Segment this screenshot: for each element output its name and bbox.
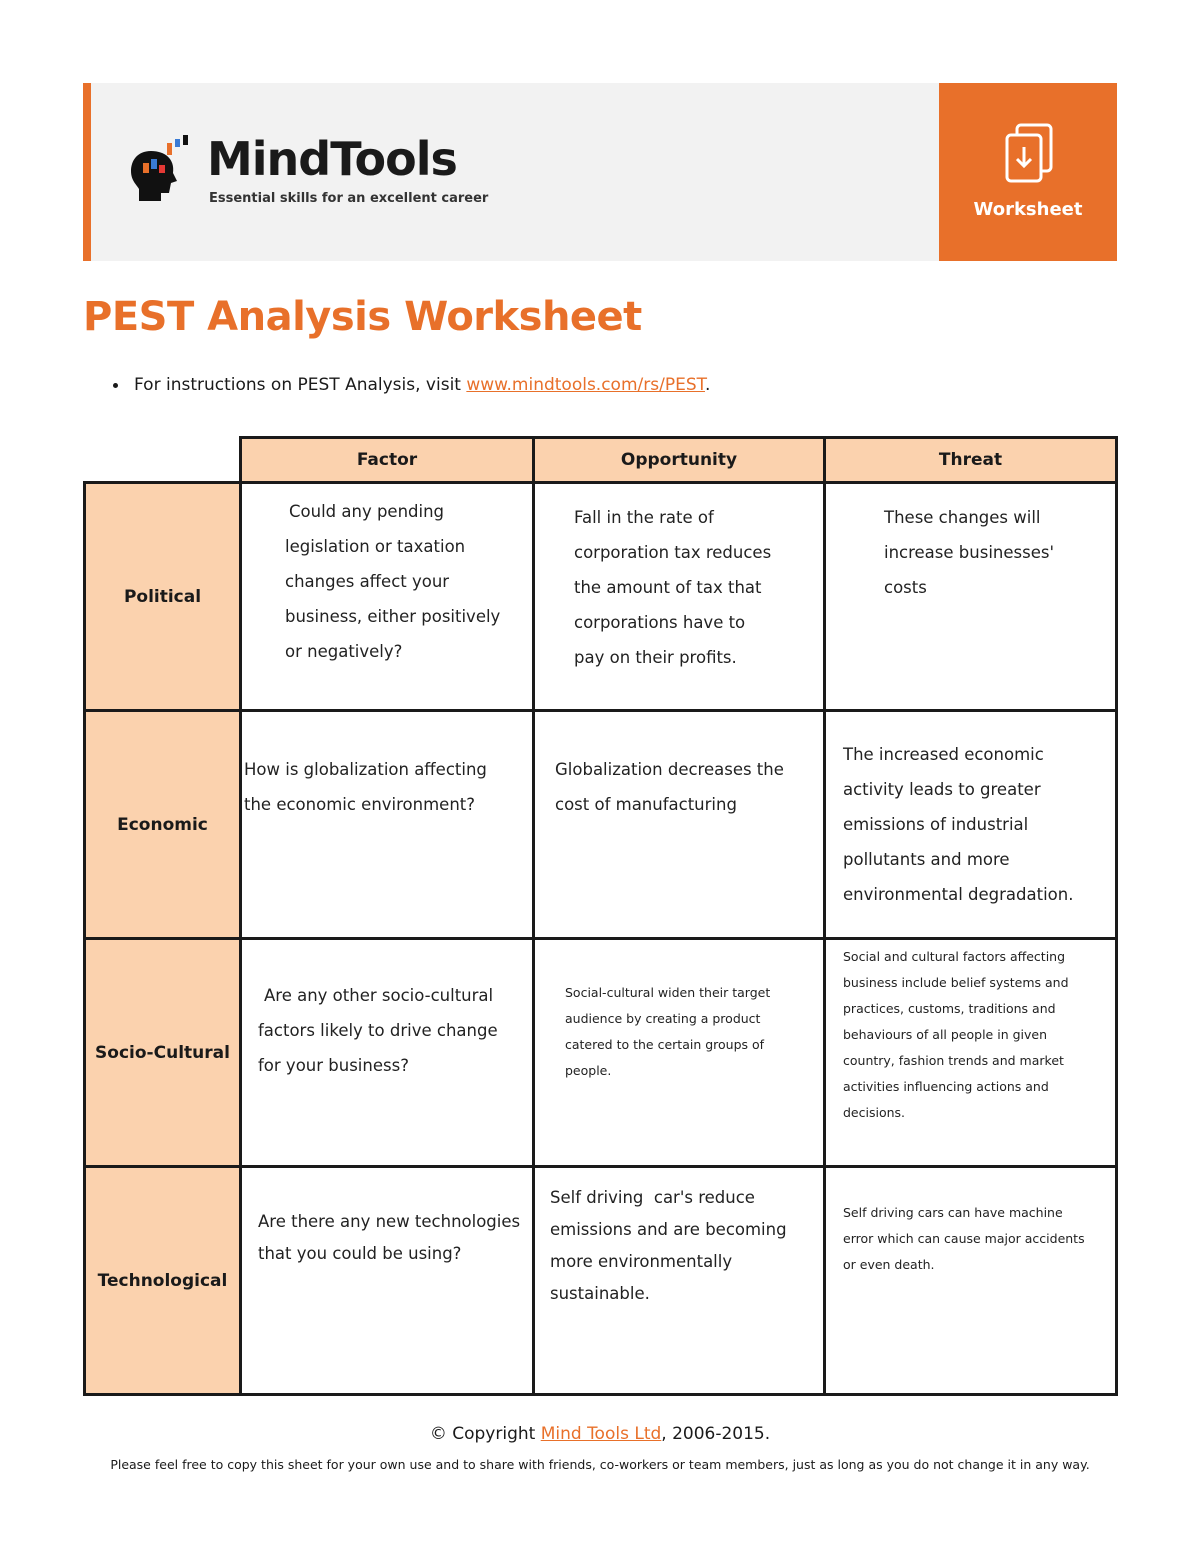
- header-banner: [83, 83, 1117, 261]
- socio-cultural-factor-text: Are any other socio-cultural factors likely to drive change for your business?: [258, 986, 498, 1075]
- logo-tagline: Essential skills for an excellent career: [209, 191, 489, 206]
- socio-cultural-opportunity-cell: [532, 937, 826, 1168]
- socio-cultural-threat-text: Social and cultural factors affecting business include belief systems and practices, customs, traditions and behaviours of all people in given country, fashion trends and market activities influencing actions and decisions.: [843, 949, 1069, 1120]
- political-threat-cell: [823, 481, 1118, 712]
- economic-threat-cell: [823, 709, 1118, 940]
- economic-factor-text: How is globalization affecting the economic environment?: [244, 760, 487, 814]
- economic-opportunity-cell: [532, 709, 826, 940]
- instruction-prefix: For instructions on PEST Analysis, visit: [134, 375, 467, 395]
- mindtools-logo[interactable]: [129, 123, 489, 218]
- political-opportunity-text: Fall in the rate of corporation tax reduces the amount of tax that corporations have to pay on their profits.: [574, 508, 772, 667]
- row-label-socio-cultural: Socio-Cultural: [83, 937, 242, 1168]
- usage-note: Please feel free to copy this sheet for your own use and to share with friends, co-workers or team members, just as long as you do not change it in any way.: [110, 1457, 1090, 1472]
- worksheet-label: Worksheet: [973, 199, 1083, 220]
- header-factor: Factor: [239, 436, 535, 484]
- technological-opportunity-cell: [532, 1165, 826, 1396]
- economic-factor-cell: [239, 709, 535, 940]
- socio-cultural-threat-cell: [823, 937, 1118, 1168]
- political-factor-cell: [239, 481, 535, 712]
- economic-opportunity-text: Globalization decreases the cost of manufacturing: [555, 760, 784, 814]
- header-opportunity: Opportunity: [532, 436, 826, 484]
- pest-table: [83, 436, 1118, 1396]
- technological-factor-text: Are there any new technologies that you could be using?: [258, 1212, 521, 1263]
- worksheet-badge[interactable]: [939, 83, 1117, 261]
- page-title: PEST Analysis Worksheet: [83, 294, 642, 340]
- row-label-economic: Economic: [83, 709, 242, 940]
- logo-wordmark: MindTools: [207, 132, 457, 186]
- political-threat-text: These changes will increase businesses' costs: [884, 508, 1054, 597]
- technological-factor-cell: [239, 1165, 535, 1396]
- socio-cultural-factor-cell: [239, 937, 535, 1168]
- technological-threat-cell: [823, 1165, 1118, 1396]
- technological-opportunity-text: Self driving car's reduce emissions and are becoming more environmentally sustainable.: [550, 1188, 787, 1303]
- economic-threat-text: The increased economic activity leads to greater emissions of industrial pollutants and more environmental degradation.: [843, 745, 1074, 904]
- header-threat: Threat: [823, 436, 1118, 484]
- mindtools-ltd-link[interactable]: Mind Tools Ltd: [540, 1424, 662, 1444]
- copyright-suffix: , 2006-2015.: [661, 1424, 771, 1444]
- political-opportunity-cell: [532, 481, 826, 712]
- head-logo-icon: [129, 133, 189, 203]
- political-factor-text: Could any pending legislation or taxation changes affect your business, either positively or negatively?: [285, 502, 501, 661]
- instruction-suffix: .: [704, 375, 711, 395]
- row-label-political: Political: [83, 481, 242, 712]
- copyright-line: [0, 1424, 1200, 1444]
- instruction-line: [113, 375, 710, 395]
- download-document-icon: [1003, 123, 1055, 185]
- pest-link[interactable]: www.mindtools.com/rs/PEST: [466, 375, 705, 395]
- row-label-technological: Technological: [83, 1165, 242, 1396]
- bullet-icon: [113, 383, 118, 388]
- socio-cultural-opportunity-text: Social-cultural widen their target audience by creating a product catered to the certain groups of people.: [565, 985, 771, 1078]
- accent-bar: [83, 83, 91, 261]
- technological-threat-text: Self driving cars can have machine error which can cause major accidents or even death.: [843, 1205, 1085, 1272]
- copyright-prefix: © Copyright: [429, 1424, 541, 1444]
